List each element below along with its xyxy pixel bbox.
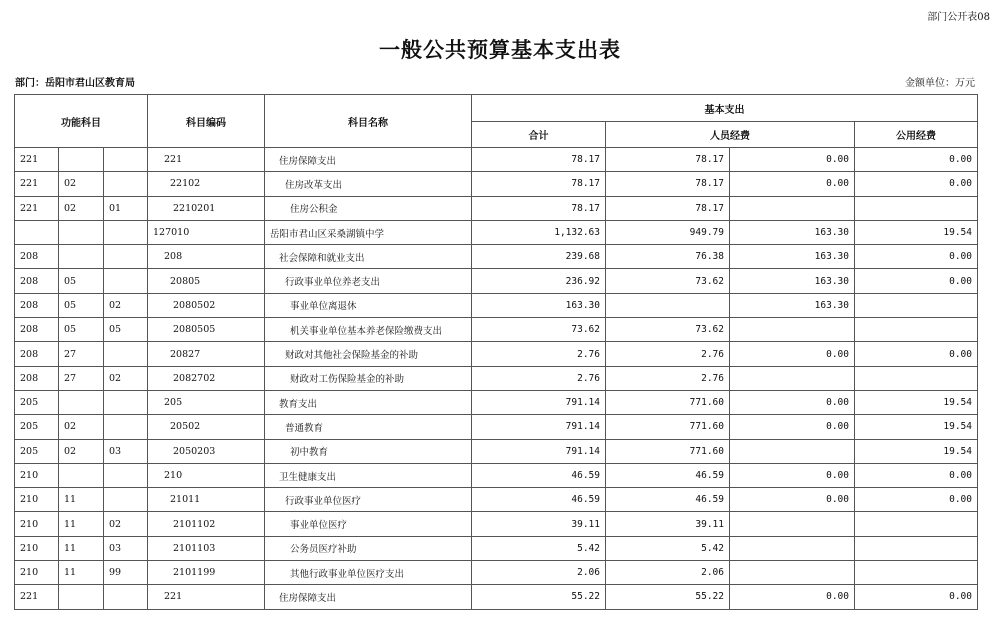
table-row <box>15 220 978 244</box>
subject-name-cell: 住房改革支出 <box>265 172 472 196</box>
header-subject-name: 科目名称 <box>265 95 472 148</box>
personnel-extra-cell: 0.00 <box>730 585 855 609</box>
func-class-cell: 221 <box>15 172 59 196</box>
public-expense-cell <box>855 536 978 560</box>
department-label: 部门：岳阳市君山区教育局 <box>15 78 135 89</box>
func-subitem-cell: 05 <box>104 318 148 342</box>
func-subitem-cell <box>104 415 148 439</box>
total-cell: 46.59 <box>472 488 606 512</box>
subject-name-cell: 住房保障支出 <box>265 585 472 609</box>
public-expense-cell: 19.54 <box>855 390 978 414</box>
func-item-cell: 05 <box>59 293 104 317</box>
total-cell: 2.76 <box>472 366 606 390</box>
subject-code-cell: 210 <box>148 463 265 487</box>
public-expense-cell: 19.54 <box>855 220 978 244</box>
subject-code-cell: 221 <box>148 585 265 609</box>
func-subitem-cell: 99 <box>104 561 148 585</box>
func-item-cell: 27 <box>59 366 104 390</box>
func-item-cell <box>59 463 104 487</box>
public-expense-cell: 0.00 <box>855 172 978 196</box>
table-row <box>15 585 978 609</box>
table-row <box>15 148 978 172</box>
subject-code-cell: 22102 <box>148 172 265 196</box>
func-item-cell: 11 <box>59 561 104 585</box>
total-cell: 1,132.63 <box>472 220 606 244</box>
personnel-cell: 2.76 <box>606 366 730 390</box>
public-expense-cell <box>855 512 978 536</box>
func-class-cell: 208 <box>15 342 59 366</box>
personnel-extra-cell: 163.30 <box>730 293 855 317</box>
public-expense-cell: 0.00 <box>855 585 978 609</box>
page-title: 一般公共预算基本支出表 <box>379 37 621 62</box>
func-class-cell: 221 <box>15 585 59 609</box>
func-class-cell: 205 <box>15 415 59 439</box>
func-class-cell: 208 <box>15 293 59 317</box>
func-item-cell <box>59 390 104 414</box>
personnel-cell: 2.76 <box>606 342 730 366</box>
subject-name-cell: 机关事业单位基本养老保险缴费支出 <box>265 318 472 342</box>
total-cell: 239.68 <box>472 245 606 269</box>
func-subitem-cell <box>104 390 148 414</box>
table-row <box>15 561 978 585</box>
personnel-extra-cell <box>730 439 855 463</box>
public-expense-cell: 19.54 <box>855 439 978 463</box>
subject-code-cell: 2101103 <box>148 536 265 560</box>
subject-code-cell: 221 <box>148 148 265 172</box>
personnel-cell: 55.22 <box>606 585 730 609</box>
public-expense-cell <box>855 366 978 390</box>
total-cell: 791.14 <box>472 439 606 463</box>
personnel-cell: 771.60 <box>606 415 730 439</box>
func-subitem-cell <box>104 463 148 487</box>
func-item-cell: 11 <box>59 512 104 536</box>
subject-code-cell: 20827 <box>148 342 265 366</box>
personnel-extra-cell: 163.30 <box>730 245 855 269</box>
subject-name-cell: 财政对工伤保险基金的补助 <box>265 366 472 390</box>
subject-name-cell: 财政对其他社会保险基金的补助 <box>265 342 472 366</box>
subject-code-cell: 208 <box>148 245 265 269</box>
public-expense-cell <box>855 196 978 220</box>
personnel-extra-cell: 0.00 <box>730 148 855 172</box>
total-cell: 46.59 <box>472 463 606 487</box>
personnel-cell: 2.06 <box>606 561 730 585</box>
func-class-cell: 208 <box>15 245 59 269</box>
func-class-cell: 205 <box>15 390 59 414</box>
func-subitem-cell <box>104 245 148 269</box>
func-item-cell <box>59 148 104 172</box>
subject-name-cell: 住房保障支出 <box>265 148 472 172</box>
public-expense-cell: 0.00 <box>855 342 978 366</box>
total-cell: 791.14 <box>472 415 606 439</box>
table-row <box>15 172 978 196</box>
subject-code-cell: 20502 <box>148 415 265 439</box>
header-function-subject: 功能科目 <box>15 95 148 148</box>
personnel-extra-cell: 0.00 <box>730 488 855 512</box>
budget-table <box>14 94 978 610</box>
personnel-extra-cell <box>730 536 855 560</box>
subject-name-cell: 公务员医疗补助 <box>265 536 472 560</box>
func-class-cell: 221 <box>15 148 59 172</box>
subject-name-cell: 其他行政事业单位医疗支出 <box>265 561 472 585</box>
subject-code-cell: 2101102 <box>148 512 265 536</box>
func-subitem-cell <box>104 342 148 366</box>
subject-code-cell: 20805 <box>148 269 265 293</box>
personnel-extra-cell: 0.00 <box>730 342 855 366</box>
table-row <box>15 269 978 293</box>
subject-name-cell: 行政事业单位养老支出 <box>265 269 472 293</box>
total-cell: 78.17 <box>472 148 606 172</box>
subject-name-cell: 初中教育 <box>265 439 472 463</box>
personnel-extra-cell <box>730 366 855 390</box>
header-public-expense: 公用经费 <box>855 122 978 148</box>
func-subitem-cell <box>104 148 148 172</box>
func-class-cell: 208 <box>15 269 59 293</box>
total-cell: 236.92 <box>472 269 606 293</box>
func-subitem-cell: 01 <box>104 196 148 220</box>
personnel-cell: 73.62 <box>606 318 730 342</box>
personnel-cell: 73.62 <box>606 269 730 293</box>
personnel-cell: 39.11 <box>606 512 730 536</box>
total-cell: 791.14 <box>472 390 606 414</box>
personnel-cell: 46.59 <box>606 463 730 487</box>
personnel-extra-cell: 0.00 <box>730 390 855 414</box>
func-item-cell: 02 <box>59 172 104 196</box>
subject-name-cell: 事业单位医疗 <box>265 512 472 536</box>
total-cell: 73.62 <box>472 318 606 342</box>
func-subitem-cell <box>104 269 148 293</box>
personnel-extra-cell <box>730 196 855 220</box>
personnel-cell: 46.59 <box>606 488 730 512</box>
func-item-cell: 02 <box>59 196 104 220</box>
func-item-cell: 11 <box>59 488 104 512</box>
personnel-extra-cell: 0.00 <box>730 172 855 196</box>
public-expense-cell: 0.00 <box>855 148 978 172</box>
func-subitem-cell <box>104 585 148 609</box>
personnel-cell <box>606 293 730 317</box>
personnel-extra-cell <box>730 512 855 536</box>
personnel-cell: 949.79 <box>606 220 730 244</box>
func-class-cell: 210 <box>15 463 59 487</box>
subject-name-cell: 事业单位离退休 <box>265 293 472 317</box>
total-cell: 2.06 <box>472 561 606 585</box>
table-row <box>15 318 978 342</box>
func-subitem-cell <box>104 220 148 244</box>
table-row <box>15 439 978 463</box>
subject-name-cell: 社会保障和就业支出 <box>265 245 472 269</box>
func-class-cell: 210 <box>15 488 59 512</box>
personnel-extra-cell: 0.00 <box>730 415 855 439</box>
func-item-cell: 05 <box>59 318 104 342</box>
personnel-cell: 771.60 <box>606 390 730 414</box>
func-item-cell: 11 <box>59 536 104 560</box>
func-subitem-cell: 03 <box>104 536 148 560</box>
personnel-extra-cell: 163.30 <box>730 220 855 244</box>
public-expense-cell: 0.00 <box>855 245 978 269</box>
table-row <box>15 196 978 220</box>
table-row <box>15 245 978 269</box>
personnel-cell: 5.42 <box>606 536 730 560</box>
subject-code-cell: 2210201 <box>148 196 265 220</box>
personnel-extra-cell <box>730 318 855 342</box>
func-item-cell: 02 <box>59 415 104 439</box>
table-row <box>15 488 978 512</box>
func-subitem-cell: 02 <box>104 366 148 390</box>
subject-name-cell: 教育支出 <box>265 390 472 414</box>
func-item-cell: 05 <box>59 269 104 293</box>
func-item-cell <box>59 585 104 609</box>
func-subitem-cell: 02 <box>104 293 148 317</box>
total-cell: 55.22 <box>472 585 606 609</box>
func-subitem-cell: 02 <box>104 512 148 536</box>
func-class-cell: 205 <box>15 439 59 463</box>
public-expense-cell <box>855 561 978 585</box>
personnel-cell: 78.17 <box>606 196 730 220</box>
total-cell: 163.30 <box>472 293 606 317</box>
func-class-cell: 208 <box>15 366 59 390</box>
subject-code-cell: 2080505 <box>148 318 265 342</box>
subject-name-cell: 普通教育 <box>265 415 472 439</box>
personnel-extra-cell: 163.30 <box>730 269 855 293</box>
public-expense-cell: 19.54 <box>855 415 978 439</box>
func-item-cell: 27 <box>59 342 104 366</box>
func-subitem-cell <box>104 488 148 512</box>
personnel-extra-cell: 0.00 <box>730 463 855 487</box>
personnel-cell: 76.38 <box>606 245 730 269</box>
subject-name-cell: 岳阳市君山区采桑湖镇中学 <box>265 220 472 244</box>
func-class-cell <box>15 220 59 244</box>
subject-code-cell: 2082702 <box>148 366 265 390</box>
func-class-cell: 221 <box>15 196 59 220</box>
table-row <box>15 293 978 317</box>
amount-unit-label: 金额单位：万元 <box>905 78 975 89</box>
func-item-cell <box>59 245 104 269</box>
table-row <box>15 463 978 487</box>
total-cell: 2.76 <box>472 342 606 366</box>
func-class-cell: 208 <box>15 318 59 342</box>
header-basic-expenditure: 基本支出 <box>472 95 978 122</box>
total-cell: 78.17 <box>472 172 606 196</box>
public-expense-cell <box>855 318 978 342</box>
subject-code-cell: 21011 <box>148 488 265 512</box>
table-row <box>15 390 978 414</box>
func-subitem-cell: 03 <box>104 439 148 463</box>
subject-code-cell: 127010 <box>148 220 265 244</box>
func-class-cell: 210 <box>15 512 59 536</box>
subject-name-cell: 行政事业单位医疗 <box>265 488 472 512</box>
public-expense-cell: 0.00 <box>855 488 978 512</box>
public-expense-cell: 0.00 <box>855 269 978 293</box>
total-cell: 39.11 <box>472 512 606 536</box>
subject-name-cell: 卫生健康支出 <box>265 463 472 487</box>
table-row <box>15 415 978 439</box>
table-row <box>15 512 978 536</box>
personnel-cell: 78.17 <box>606 172 730 196</box>
public-expense-cell <box>855 293 978 317</box>
func-item-cell <box>59 220 104 244</box>
total-cell: 5.42 <box>472 536 606 560</box>
header-subject-code: 科目编码 <box>148 95 265 148</box>
personnel-cell: 78.17 <box>606 148 730 172</box>
personnel-extra-cell <box>730 561 855 585</box>
func-subitem-cell <box>104 172 148 196</box>
table-row <box>15 342 978 366</box>
subject-code-cell: 205 <box>148 390 265 414</box>
subject-code-cell: 2080502 <box>148 293 265 317</box>
func-class-cell: 210 <box>15 561 59 585</box>
header-personnel-expense: 人员经费 <box>606 122 855 148</box>
personnel-cell: 771.60 <box>606 439 730 463</box>
subject-code-cell: 2050203 <box>148 439 265 463</box>
func-item-cell: 02 <box>59 439 104 463</box>
total-cell: 78.17 <box>472 196 606 220</box>
table-row <box>15 536 978 560</box>
subject-code-cell: 2101199 <box>148 561 265 585</box>
func-class-cell: 210 <box>15 536 59 560</box>
header-total: 合计 <box>472 122 606 148</box>
form-number: 部门公开表08 <box>927 12 990 23</box>
table-row <box>15 366 978 390</box>
table-body <box>15 148 978 610</box>
public-expense-cell: 0.00 <box>855 463 978 487</box>
subject-name-cell: 住房公积金 <box>265 196 472 220</box>
